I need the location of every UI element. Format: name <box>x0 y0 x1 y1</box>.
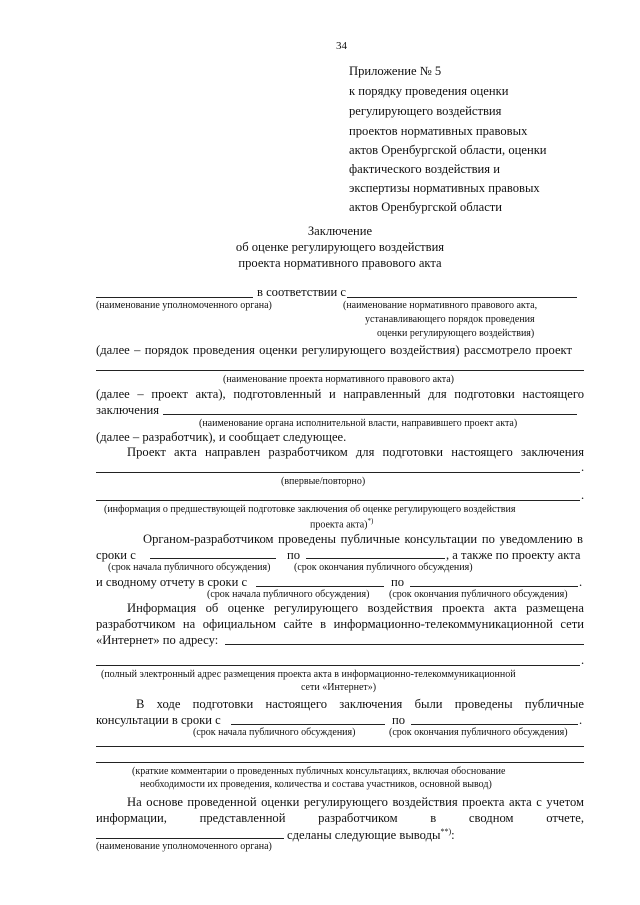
period: . <box>579 575 583 589</box>
start-date-field[interactable] <box>256 586 384 587</box>
comments-field[interactable] <box>96 746 584 747</box>
project-name-field[interactable] <box>96 370 584 371</box>
paragraph: информации, представленной разработчиком в сводном отчете, <box>96 811 584 825</box>
caption: оценки регулирующего воздействия) <box>377 328 535 339</box>
label: по <box>392 713 406 727</box>
paragraph: Проект акта направлен разработчиком для подготовки настоящего заключения <box>127 445 584 459</box>
npa-field[interactable] <box>347 297 577 298</box>
appendix-line: актов Оренбургской области <box>349 200 503 214</box>
paragraph: В ходе подготовки настоящего заключения были проведены публичные <box>136 697 584 711</box>
label: , а также по проекту акта <box>446 548 581 562</box>
end-date-field[interactable] <box>411 724 578 725</box>
authorized-body-field[interactable] <box>96 838 284 839</box>
document-title: Заключение <box>307 224 373 238</box>
comments-field[interactable] <box>96 762 584 763</box>
caption: (срок начала публичного обсуждения) <box>108 562 271 573</box>
period: . <box>581 488 585 502</box>
caption: (срок начала публичного обсуждения) <box>193 727 356 738</box>
paragraph: Информация об оценке регулирующего воздействия проекта акта размещена <box>127 601 584 615</box>
label: сроки с <box>96 548 136 562</box>
paragraph: «Интернет» по адресу: <box>96 633 219 647</box>
in-accordance-label: в соответствии с <box>257 285 346 299</box>
caption: (срок окончания публичного обсуждения) <box>389 727 568 738</box>
authorized-body-field[interactable] <box>96 297 253 298</box>
end-date-field[interactable] <box>306 558 445 559</box>
caption: сети «Интернет») <box>301 682 377 693</box>
label: консультации в сроки с <box>96 713 221 727</box>
prev-info-field[interactable] <box>96 500 580 501</box>
end-date-field[interactable] <box>410 586 578 587</box>
paragraph: На основе проведенной оценки регулирующего воздействия проекта акта с учетом <box>127 795 584 809</box>
document-subtitle: об оценке регулирующего воздействия <box>235 240 445 254</box>
page-number: 34 <box>336 40 347 52</box>
address-field[interactable] <box>225 644 584 645</box>
appendix-line: актов Оренбургской области, оценки <box>349 143 547 157</box>
period: . <box>581 460 585 474</box>
caption: (наименование нормативного правового акта, <box>343 300 538 311</box>
caption: проекта акта)*) <box>310 517 374 531</box>
period: . <box>581 653 585 667</box>
paragraph: (далее – порядок проведения оценки регулирующего воздействия) рассмотрело проект <box>96 343 572 357</box>
label: по <box>391 575 405 589</box>
first-repeat-field[interactable] <box>96 472 580 473</box>
document-subtitle: проекта нормативного правового акта <box>238 256 442 270</box>
caption: (краткие комментарии о проведенных публичных консультациях, включая обоснование <box>132 766 506 777</box>
caption: (наименование органа исполнительной власти, направившего проект акта) <box>199 418 518 429</box>
caption: (наименование уполномоченного органа) <box>96 300 272 311</box>
address-field[interactable] <box>96 665 580 666</box>
paragraph: разработчиком на официальном сайте в информационно-телекоммуникационной сети <box>96 617 584 631</box>
start-date-field[interactable] <box>231 724 385 725</box>
caption: (срок окончания публичного обсуждения) <box>389 589 568 600</box>
caption: (срок окончания публичного обсуждения) <box>294 562 473 573</box>
appendix-line: фактического воздействия и <box>349 162 500 176</box>
label: и сводному отчету в сроки с <box>96 575 248 589</box>
caption: (наименование уполномоченного органа) <box>96 841 272 852</box>
paragraph: (далее – разработчик), и сообщает следующее. <box>96 430 347 444</box>
caption: (наименование проекта нормативного правового акта) <box>223 374 454 385</box>
caption: устанавливающего порядок проведения <box>365 314 535 325</box>
appendix-line: проектов нормативных правовых <box>349 124 528 138</box>
paragraph: Органом-разработчиком проведены публичные консультации по уведомлению в <box>143 532 583 546</box>
caption: (впервые/повторно) <box>281 476 366 487</box>
appendix-line: экспертизы нормативных правовых <box>349 181 540 195</box>
period: . <box>579 713 583 727</box>
appendix-line: Приложение № 5 <box>349 64 442 78</box>
caption: (информация о предшествующей подготовке заключения об оценке регулирующего воздействия <box>104 504 516 515</box>
caption: необходимости их проведения, количества и состава участников, основной вывод) <box>140 779 492 790</box>
appendix-line: к порядку проведения оценки <box>349 84 509 98</box>
caption: (срок начала публичного обсуждения) <box>207 589 370 600</box>
paragraph: (далее – проект акта), подготовленный и направленный для подготовки настоящего <box>96 387 584 401</box>
exec-body-field[interactable] <box>163 414 577 415</box>
start-date-field[interactable] <box>150 558 276 559</box>
paragraph: заключения <box>96 403 160 417</box>
paragraph: сделаны следующие выводы**): <box>287 827 455 843</box>
label: по <box>287 548 301 562</box>
appendix-line: регулирующего воздействия <box>349 104 502 118</box>
caption: (полный электронный адрес размещения проекта акта в информационно-телекоммуникационной <box>101 669 516 680</box>
